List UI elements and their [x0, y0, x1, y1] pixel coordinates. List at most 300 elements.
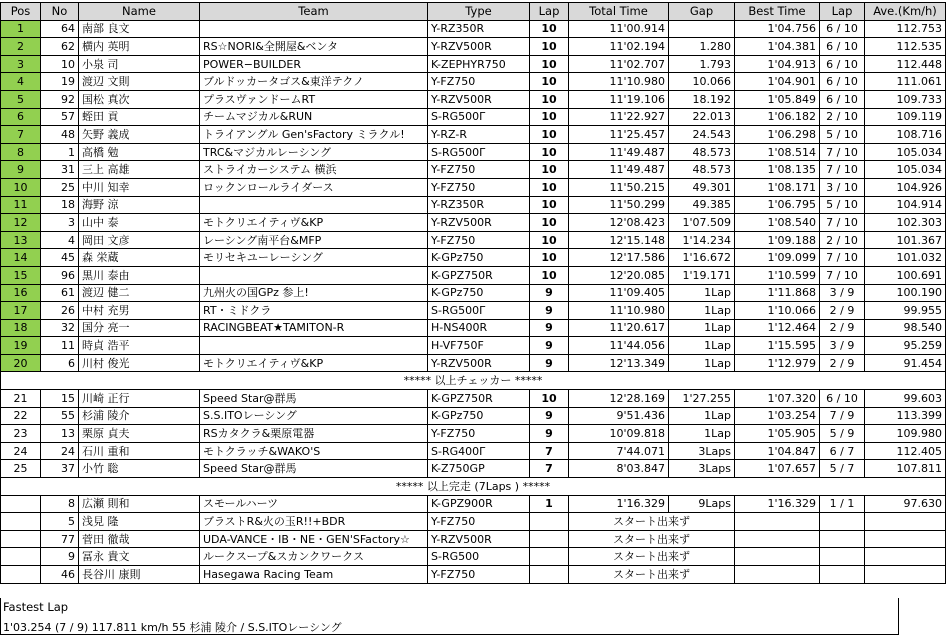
cell-best: 1'04.381 — [735, 38, 820, 56]
cell-gap: 49.385 — [669, 196, 735, 214]
cell-name: 浅見 隆 — [79, 513, 200, 531]
cell-no: 32 — [41, 319, 79, 337]
cell-bestlap: 7 / 10 — [820, 266, 865, 284]
cell-total: 11'25.457 — [569, 126, 669, 144]
cell-gap: 10.066 — [669, 73, 735, 91]
cell-total: 11'10.980 — [569, 73, 669, 91]
header-lap: Lap — [530, 3, 569, 21]
cell-gap: 1.793 — [669, 55, 735, 73]
cell-lap: 9 — [530, 425, 569, 443]
cell-best: 1'08.135 — [735, 161, 820, 179]
cell-pos: 9 — [1, 161, 41, 179]
cell-team — [200, 20, 428, 38]
header-best-time: Best Time — [735, 3, 820, 21]
cell-team: モトクリエイティヴ&KP — [200, 354, 428, 372]
cell-status: スタート出来ず — [569, 530, 735, 548]
cell-empty — [820, 566, 865, 584]
fastest-lap-title: Fastest Lap — [3, 600, 69, 614]
cell-total: 12'13.349 — [569, 354, 669, 372]
cell-no: 77 — [41, 530, 79, 548]
cell-best: 1'08.171 — [735, 178, 820, 196]
cell-team — [200, 196, 428, 214]
cell-team: モリセキユーレーシング — [200, 249, 428, 267]
cell-empty — [1, 513, 41, 531]
cell-name: 森 栄蔵 — [79, 249, 200, 267]
table-row — [1, 73, 946, 91]
cell-total: 10'09.818 — [569, 425, 669, 443]
cell-ave: 112.448 — [865, 55, 946, 73]
table-row — [1, 425, 946, 443]
cell-total: 9'51.436 — [569, 407, 669, 425]
cell-lap: 1 — [530, 495, 569, 513]
cell-gap: 1Lap — [669, 284, 735, 302]
cell-pos: 1 — [1, 20, 41, 38]
cell-team: RSカタクラ&栗原電器 — [200, 425, 428, 443]
cell-ave: 111.061 — [865, 73, 946, 91]
header-team: Team — [200, 3, 428, 21]
cell-best: 1'06.182 — [735, 108, 820, 126]
cell-gap: 9Laps — [669, 495, 735, 513]
cell-gap: 48.573 — [669, 143, 735, 161]
cell-pos — [1, 495, 41, 513]
cell-type: H-VF750F — [428, 337, 530, 355]
cell-gap: 1Lap — [669, 337, 735, 355]
cell-empty — [530, 530, 569, 548]
cell-type: Y-FZ750 — [428, 425, 530, 443]
table-row — [1, 442, 946, 460]
cell-name: 中村 充男 — [79, 302, 200, 320]
cell-best: 1'09.188 — [735, 231, 820, 249]
cell-empty — [735, 513, 820, 531]
cell-empty — [1, 530, 41, 548]
cell-gap: 49.301 — [669, 178, 735, 196]
cell-bestlap: 6 / 7 — [820, 442, 865, 460]
cell-lap: 10 — [530, 214, 569, 232]
cell-team: ストライカーシステム 横浜 — [200, 161, 428, 179]
cell-bestlap: 5 / 7 — [820, 460, 865, 478]
cell-total: 11'00.914 — [569, 20, 669, 38]
cell-name: 川崎 正行 — [79, 390, 200, 408]
cell-no: 5 — [41, 513, 79, 531]
cell-team: レーシング南平台&MFP — [200, 231, 428, 249]
cell-type: K-Z750GP — [428, 460, 530, 478]
cell-total: 11'02.707 — [569, 55, 669, 73]
cell-lap: 9 — [530, 354, 569, 372]
cell-status: スタート出来ず — [569, 513, 735, 531]
cell-gap: 1'14.234 — [669, 231, 735, 249]
cell-empty — [865, 566, 946, 584]
cell-team: ロックンロールライダース — [200, 178, 428, 196]
cell-gap: 22.013 — [669, 108, 735, 126]
table-row — [1, 249, 946, 267]
cell-type: Y-FZ750 — [428, 231, 530, 249]
cell-best: 1'08.540 — [735, 214, 820, 232]
checker-separator — [1, 372, 946, 390]
cell-empty — [735, 530, 820, 548]
header-ave: Ave.(Km/h) — [865, 3, 946, 21]
cell-best: 1'10.599 — [735, 266, 820, 284]
cell-empty — [735, 566, 820, 584]
cell-total: 1'16.329 — [569, 495, 669, 513]
cell-lap: 9 — [530, 319, 569, 337]
cell-pos: 7 — [1, 126, 41, 144]
cell-lap: 10 — [530, 126, 569, 144]
cell-no: 48 — [41, 126, 79, 144]
cell-lap: 10 — [530, 38, 569, 56]
cell-ave: 98.540 — [865, 319, 946, 337]
cell-bestlap: 6 / 10 — [820, 390, 865, 408]
cell-gap: 1Lap — [669, 319, 735, 337]
cell-no: 6 — [41, 354, 79, 372]
cell-team: 九州火の国GPz 参上! — [200, 284, 428, 302]
cell-pos: 12 — [1, 214, 41, 232]
cell-team: スモールハーツ — [200, 495, 428, 513]
cell-pos: 17 — [1, 302, 41, 320]
cell-lap: 7 — [530, 442, 569, 460]
cell-name: 国分 亮一 — [79, 319, 200, 337]
cell-total: 11'09.405 — [569, 284, 669, 302]
cell-total: 12'20.085 — [569, 266, 669, 284]
table-row — [1, 214, 946, 232]
cell-bestlap: 3 / 9 — [820, 284, 865, 302]
cell-team: Speed Star@群馬 — [200, 390, 428, 408]
cell-name: 矢野 義成 — [79, 126, 200, 144]
cell-name: 広瀬 則和 — [79, 495, 200, 513]
cell-ave: 101.367 — [865, 231, 946, 249]
cell-empty — [820, 513, 865, 531]
cell-bestlap: 6 / 10 — [820, 73, 865, 91]
header-name: Name — [79, 3, 200, 21]
cell-pos: 11 — [1, 196, 41, 214]
cell-no: 9 — [41, 548, 79, 566]
cell-ave: 107.811 — [865, 460, 946, 478]
cell-ave: 105.034 — [865, 161, 946, 179]
cell-no: 96 — [41, 266, 79, 284]
cell-total: 11'50.215 — [569, 178, 669, 196]
cell-name: 冨永 貴文 — [79, 548, 200, 566]
cell-best: 1'08.514 — [735, 143, 820, 161]
cell-lap: 10 — [530, 178, 569, 196]
cell-bestlap: 7 / 10 — [820, 143, 865, 161]
table-row — [1, 126, 946, 144]
cell-team: プラスヴァンドームRT — [200, 90, 428, 108]
cell-lap: 9 — [530, 284, 569, 302]
cell-no: 8 — [41, 495, 79, 513]
cell-no: 15 — [41, 390, 79, 408]
table-row — [1, 354, 946, 372]
cell-lap: 10 — [530, 249, 569, 267]
cell-pos: 22 — [1, 407, 41, 425]
cell-ave: 112.753 — [865, 20, 946, 38]
cell-best: 1'07.657 — [735, 460, 820, 478]
cell-gap: 18.192 — [669, 90, 735, 108]
cell-team: モトクラッチ&WAKO'S — [200, 442, 428, 460]
cell-total: 11'49.487 — [569, 161, 669, 179]
cell-total: 11'02.194 — [569, 38, 669, 56]
cell-empty — [530, 513, 569, 531]
cell-pos: 6 — [1, 108, 41, 126]
cell-name: 山中 泰 — [79, 214, 200, 232]
fastest-lap-detail: 1'03.254 (7 / 9) 117.811 km/h 55 杉浦 陵介 / S.S.ITOレーシング — [3, 621, 342, 634]
cell-total: 7'44.071 — [569, 442, 669, 460]
cell-type: Y-FZ750 — [428, 178, 530, 196]
cell-type: Y-RZV500R — [428, 530, 530, 548]
table-row — [1, 90, 946, 108]
cell-bestlap: 6 / 10 — [820, 20, 865, 38]
cell-no: 45 — [41, 249, 79, 267]
cell-total: 11'19.106 — [569, 90, 669, 108]
cell-bestlap: 7 / 10 — [820, 249, 865, 267]
cell-pos: 21 — [1, 390, 41, 408]
cell-gap: 24.543 — [669, 126, 735, 144]
cell-best: 1'12.464 — [735, 319, 820, 337]
cell-ave: 112.405 — [865, 442, 946, 460]
cell-lap: 10 — [530, 20, 569, 38]
cell-total: 8'03.847 — [569, 460, 669, 478]
cell-gap: 1Lap — [669, 302, 735, 320]
table-row — [1, 407, 946, 425]
table-row — [1, 460, 946, 478]
cell-pos: 10 — [1, 178, 41, 196]
cell-lap: 10 — [530, 231, 569, 249]
cell-ave: 109.119 — [865, 108, 946, 126]
cell-total: 11'10.980 — [569, 302, 669, 320]
cell-ave: 104.926 — [865, 178, 946, 196]
cell-no: 26 — [41, 302, 79, 320]
cell-bestlap: 7 / 10 — [820, 214, 865, 232]
cell-name: 黒川 泰由 — [79, 266, 200, 284]
header-pos: Pos — [1, 3, 41, 21]
cell-bestlap: 6 / 10 — [820, 55, 865, 73]
cell-total: 12'15.148 — [569, 231, 669, 249]
cell-gap — [669, 20, 735, 38]
cell-total: 11'44.056 — [569, 337, 669, 355]
cell-name: 小竹 聡 — [79, 460, 200, 478]
cell-lap: 9 — [530, 302, 569, 320]
header-best-lap: Lap — [820, 3, 865, 21]
cell-gap: 3Laps — [669, 460, 735, 478]
cell-gap: 1Lap — [669, 425, 735, 443]
table-row — [1, 196, 946, 214]
cell-name: 国松 真次 — [79, 90, 200, 108]
cell-ave: 108.716 — [865, 126, 946, 144]
cell-team: Hasegawa Racing Team — [200, 566, 428, 584]
cell-type: S-RG400Γ — [428, 442, 530, 460]
cell-no: 31 — [41, 161, 79, 179]
cell-empty — [865, 548, 946, 566]
cell-best: 1'03.254 — [735, 407, 820, 425]
cell-pos: 20 — [1, 354, 41, 372]
cell-lap: 10 — [530, 196, 569, 214]
cell-best: 1'04.913 — [735, 55, 820, 73]
cell-bestlap: 3 / 10 — [820, 178, 865, 196]
cell-type: S-RG500 — [428, 548, 530, 566]
cell-total: 11'20.617 — [569, 319, 669, 337]
cell-lap: 9 — [530, 337, 569, 355]
cell-gap: 1'27.255 — [669, 390, 735, 408]
cell-type: Y-RZV500R — [428, 354, 530, 372]
cell-team: RS☆NORI&全開屋&ベンタ — [200, 38, 428, 56]
cell-gap: 1'07.509 — [669, 214, 735, 232]
cell-empty — [820, 530, 865, 548]
cell-empty — [865, 513, 946, 531]
cell-bestlap: 6 / 10 — [820, 38, 865, 56]
table-row — [1, 266, 946, 284]
cell-no: 57 — [41, 108, 79, 126]
cell-name: 南部 良文 — [79, 20, 200, 38]
cell-ave: 95.259 — [865, 337, 946, 355]
cell-no: 19 — [41, 73, 79, 91]
cell-no: 3 — [41, 214, 79, 232]
cell-total: 12'08.423 — [569, 214, 669, 232]
table-row — [1, 231, 946, 249]
dns-row — [1, 513, 946, 531]
cell-name: 菅田 徹哉 — [79, 530, 200, 548]
cell-bestlap: 6 / 10 — [820, 90, 865, 108]
cell-ave: 97.630 — [865, 495, 946, 513]
cell-ave: 91.454 — [865, 354, 946, 372]
cell-no: 46 — [41, 566, 79, 584]
table-row — [1, 319, 946, 337]
dns-row — [1, 548, 946, 566]
cell-team: ブラストR&火の玉R!!+BDR — [200, 513, 428, 531]
header-row — [1, 3, 946, 21]
cell-team: トライアングル Gen'sFactory ミラクル! — [200, 126, 428, 144]
cell-name: 渡辺 健二 — [79, 284, 200, 302]
cell-best: 1'05.905 — [735, 425, 820, 443]
cell-name: 時貞 浩平 — [79, 337, 200, 355]
cell-team: TRC&マジカルレーシング — [200, 143, 428, 161]
table-row — [1, 302, 946, 320]
cell-best: 1'05.849 — [735, 90, 820, 108]
complete-separator-label: ***** 以上完走 (7Laps ) ***** — [1, 478, 946, 496]
cell-name: 岡田 文彦 — [79, 231, 200, 249]
cell-lap: 7 — [530, 460, 569, 478]
cell-ave: 99.603 — [865, 390, 946, 408]
cell-bestlap: 2 / 10 — [820, 231, 865, 249]
complete-separator — [1, 478, 946, 496]
cell-no: 11 — [41, 337, 79, 355]
table-row — [1, 178, 946, 196]
cell-name: 栗原 貞夫 — [79, 425, 200, 443]
cell-name: 三上 高雄 — [79, 161, 200, 179]
cell-empty — [530, 566, 569, 584]
cell-team: POWER−BUILDER — [200, 55, 428, 73]
cell-lap: 10 — [530, 90, 569, 108]
cell-type: S-RG500Γ — [428, 143, 530, 161]
cell-team: UDA-VANCE・IB・NE・GEN'SFactory☆ — [200, 530, 428, 548]
dns-row — [1, 530, 946, 548]
cell-type: S-RG500Γ — [428, 302, 530, 320]
cell-best: 1'04.756 — [735, 20, 820, 38]
cell-pos: 8 — [1, 143, 41, 161]
cell-total: 11'49.487 — [569, 143, 669, 161]
cell-empty — [1, 566, 41, 584]
cell-team: ブルドッカータゴス&東洋テクノ — [200, 73, 428, 91]
cell-type: K-ZEPHYR750 — [428, 55, 530, 73]
cell-lap: 10 — [530, 390, 569, 408]
cell-pos: 3 — [1, 55, 41, 73]
cell-team: チームマジカル&RUN — [200, 108, 428, 126]
cell-type: Y-RZV500R — [428, 38, 530, 56]
cell-best: 1'12.979 — [735, 354, 820, 372]
cell-no: 37 — [41, 460, 79, 478]
cell-type: Y-RZV500R — [428, 90, 530, 108]
cell-no: 55 — [41, 407, 79, 425]
cell-total: 12'28.169 — [569, 390, 669, 408]
cell-lap: 10 — [530, 55, 569, 73]
cell-pos: 18 — [1, 319, 41, 337]
cell-best: 1'06.795 — [735, 196, 820, 214]
cell-team: Speed Star@群馬 — [200, 460, 428, 478]
cell-no: 25 — [41, 178, 79, 196]
cell-best: 1'16.329 — [735, 495, 820, 513]
table-row — [1, 390, 946, 408]
table-row — [1, 495, 946, 513]
cell-gap: 3Laps — [669, 442, 735, 460]
cell-name: 海野 涼 — [79, 196, 200, 214]
cell-type: Y-FZ750 — [428, 161, 530, 179]
cell-no: 4 — [41, 231, 79, 249]
cell-best: 1'10.066 — [735, 302, 820, 320]
cell-pos: 25 — [1, 460, 41, 478]
cell-type: Y-RZ350R — [428, 20, 530, 38]
cell-bestlap: 2 / 9 — [820, 319, 865, 337]
cell-best: 1'09.099 — [735, 249, 820, 267]
cell-lap: 10 — [530, 73, 569, 91]
cell-team — [200, 337, 428, 355]
cell-name: 渡辺 文則 — [79, 73, 200, 91]
cell-type: Y-FZ750 — [428, 566, 530, 584]
header-total-time: Total Time — [569, 3, 669, 21]
cell-name: 横内 英明 — [79, 38, 200, 56]
cell-total: 11'50.299 — [569, 196, 669, 214]
cell-no: 24 — [41, 442, 79, 460]
cell-gap: 1'19.171 — [669, 266, 735, 284]
cell-bestlap: 1 / 1 — [820, 495, 865, 513]
cell-ave: 104.914 — [865, 196, 946, 214]
cell-type: K-GPz750 — [428, 407, 530, 425]
cell-team: ルークスープ&スカンクワークス — [200, 548, 428, 566]
cell-type: Y-RZV500R — [428, 214, 530, 232]
cell-empty — [820, 548, 865, 566]
results-table — [0, 2, 946, 584]
cell-name: 石川 重和 — [79, 442, 200, 460]
cell-pos: 5 — [1, 90, 41, 108]
cell-no: 13 — [41, 425, 79, 443]
cell-bestlap: 7 / 9 — [820, 407, 865, 425]
cell-name: 中川 知幸 — [79, 178, 200, 196]
header-gap: Gap — [669, 3, 735, 21]
cell-type: H-NS400R — [428, 319, 530, 337]
cell-type: Y-RZ350R — [428, 196, 530, 214]
cell-name: 杉浦 陵介 — [79, 407, 200, 425]
cell-team: RT・ミドクラ — [200, 302, 428, 320]
cell-no: 1 — [41, 143, 79, 161]
cell-pos: 2 — [1, 38, 41, 56]
cell-type: K-GPZ750R — [428, 390, 530, 408]
cell-lap: 10 — [530, 108, 569, 126]
cell-best: 1'15.595 — [735, 337, 820, 355]
table-row — [1, 284, 946, 302]
cell-lap: 9 — [530, 407, 569, 425]
cell-no: 64 — [41, 20, 79, 38]
cell-pos: 14 — [1, 249, 41, 267]
cell-total: 11'22.927 — [569, 108, 669, 126]
table-row — [1, 55, 946, 73]
cell-pos: 24 — [1, 442, 41, 460]
cell-bestlap: 2 / 9 — [820, 354, 865, 372]
